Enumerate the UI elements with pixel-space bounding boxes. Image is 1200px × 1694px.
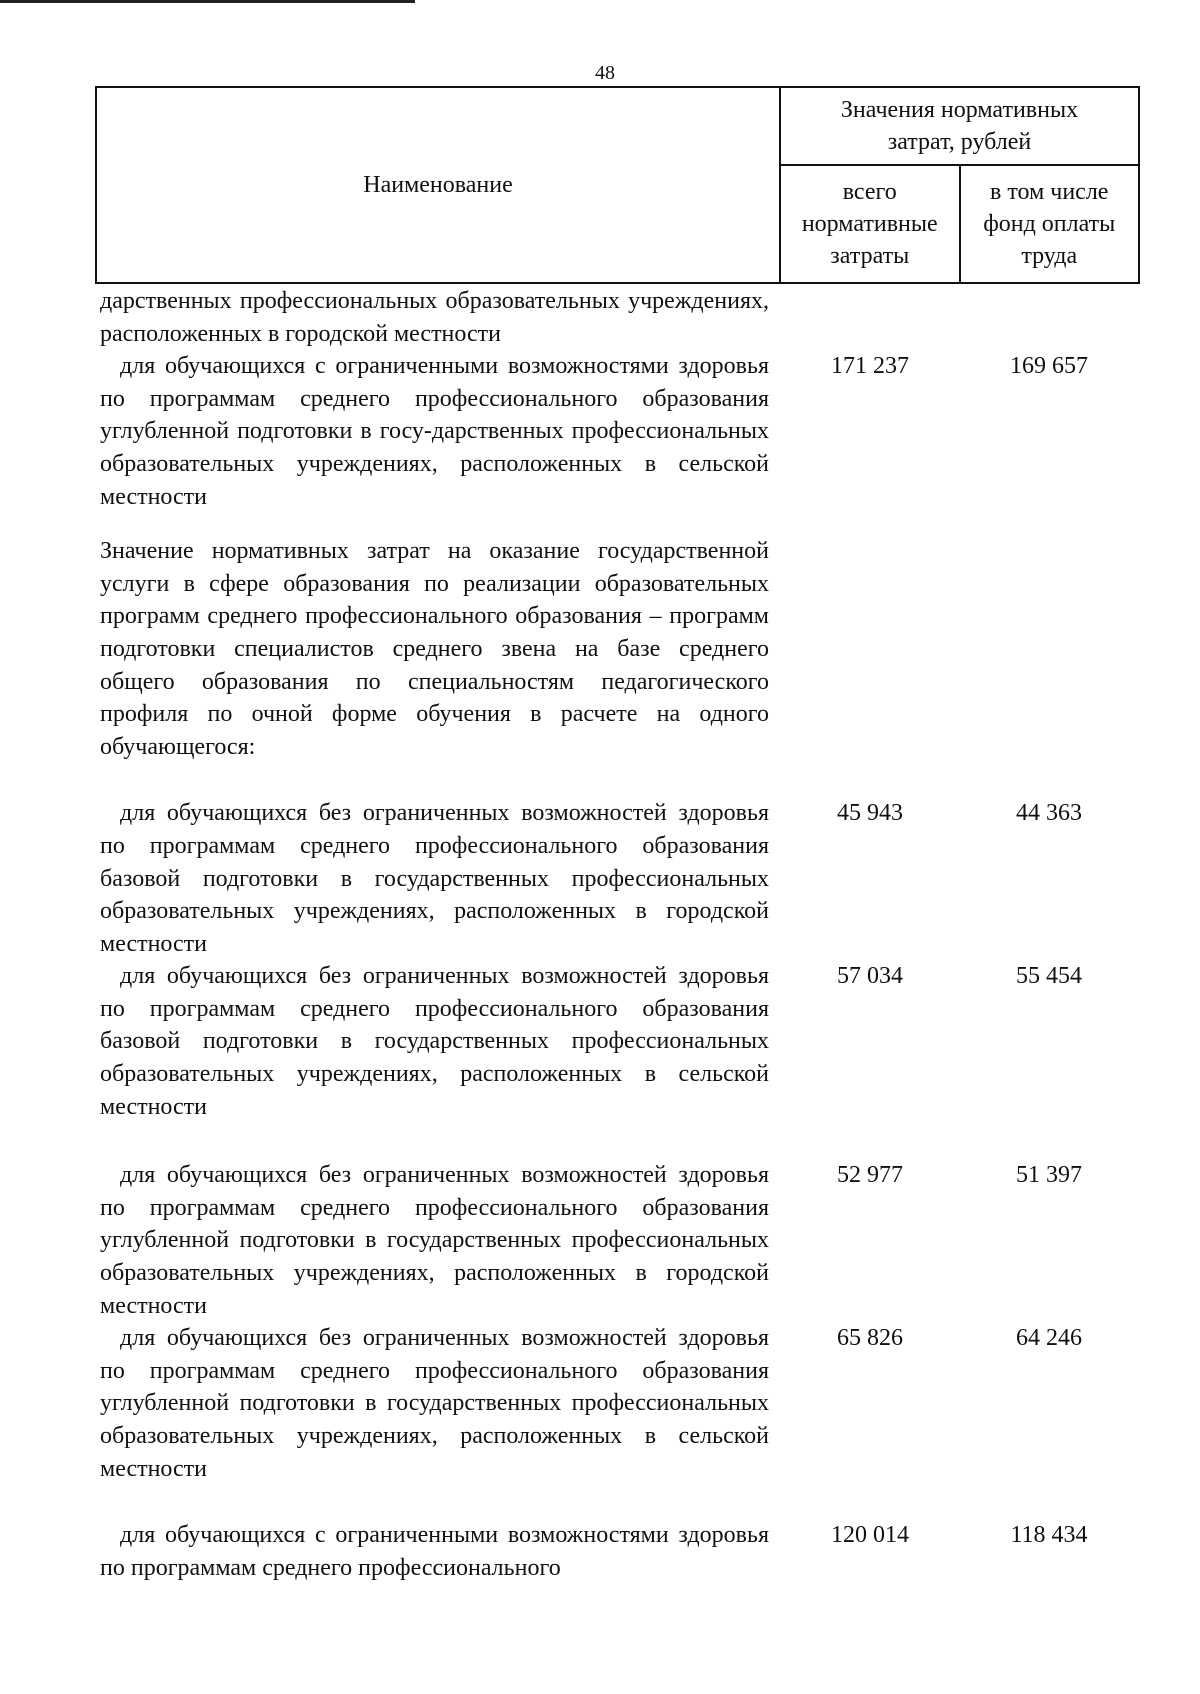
row-total-value: 65 826: [837, 1325, 903, 1352]
page-number: 48: [595, 62, 615, 84]
scan-edge-line: [0, 0, 415, 3]
row-fot-value: 51 397: [1016, 1162, 1082, 1189]
row-name: дарственных профессиональных образовательных учреждениях, расположенных в городской местности: [100, 288, 769, 347]
table-header: [95, 86, 1140, 284]
row-name: для обучающихся с ограниченными возможностями здоровья по программам среднего профессионального: [100, 1522, 769, 1581]
row-total-value: 120 014: [831, 1522, 909, 1549]
row-name: для обучающихся без ограниченных возможностей здоровья по программам среднего профессионального образования базовой подготовки в государственных профессиональных образовательных учреждениях, расположенных в городской местности: [100, 800, 769, 957]
row-total-value: 45 943: [837, 800, 903, 827]
row-fot-value: 55 454: [1016, 963, 1082, 990]
table-row: [0, 535, 1200, 763]
table-row: [0, 1159, 1200, 1322]
header-fot-label: в том числе фонд оплаты труда: [983, 179, 1116, 269]
table-row: [0, 1519, 1200, 1584]
header-values-group: [780, 87, 1139, 165]
row-fot-value: 44 363: [1016, 800, 1082, 827]
row-total-value: 52 977: [837, 1162, 903, 1189]
header-total-label: всего нормативные затраты: [801, 179, 938, 269]
header-total-column: [780, 165, 960, 283]
row-fot-value: 118 434: [1010, 1522, 1088, 1549]
table-row: [0, 350, 1200, 513]
table-row: [0, 285, 1200, 350]
row-total-value: 57 034: [837, 963, 903, 990]
row-total-value: 171 237: [831, 353, 909, 380]
table-row: [0, 960, 1200, 1123]
table-body: [0, 285, 1200, 1584]
row-fot-value: 64 246: [1016, 1325, 1082, 1352]
table-row: [0, 797, 1200, 960]
row-fot-value: 169 657: [1010, 353, 1088, 380]
row-name: Значение нормативных затрат на оказание государственной услуги в сфере образования по реализации образовательных программ среднего профессионального образования – программ подготовки специалистов среднего звена на базе среднего общего образования по специальностям педагогического профиля по очной форме обучения в расчете на одного обучающегося:: [100, 538, 769, 760]
header-values-group-label: Значения нормативных затрат, рублей: [840, 97, 1079, 155]
row-name: для обучающихся без ограниченных возможностей здоровья по программам среднего профессионального образования базовой подготовки в государственных профессиональных образовательных учреждениях, расположенных в сельской местности: [100, 963, 769, 1120]
table-row: [0, 1322, 1200, 1485]
row-name: для обучающихся без ограниченных возможностей здоровья по программам среднего профессионального образования углубленной подготовки в государственных профессиональных образовательных учреждениях, расположенных в городской местности: [100, 1162, 769, 1319]
header-fot-column: [960, 165, 1140, 283]
row-name: для обучающихся с ограниченными возможностями здоровья по программам среднего профессионального образования углубленной подготовки в госу-дарственных профессиональных образовательных учреждениях, расположенных в сельской местности: [100, 353, 769, 510]
row-name: для обучающихся без ограниченных возможностей здоровья по программам среднего профессионального образования углубленной подготовки в государственных профессиональных образовательных учреждениях, расположенных в сельской местности: [100, 1325, 769, 1482]
header-name-column: Наименование: [96, 87, 780, 283]
